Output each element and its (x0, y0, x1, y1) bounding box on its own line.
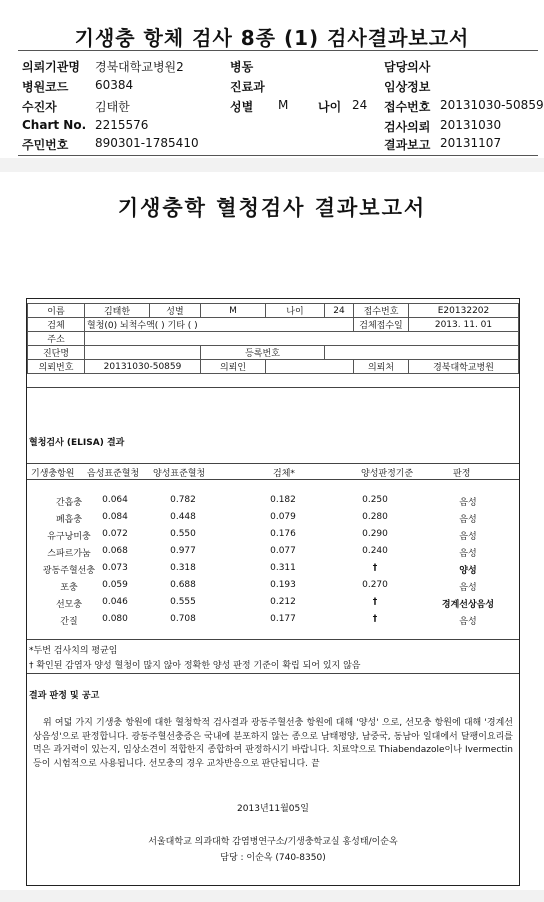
row-name: 폐흡충 (55, 515, 83, 525)
elisa-section-title: 혈청검사 (ELISA) 결과 (29, 438, 125, 448)
row-neg: 0.084 (102, 512, 128, 522)
row-cutoff: † (372, 563, 378, 573)
diagnosis-label: 진단명 (28, 346, 85, 360)
patient-info-table (27, 303, 519, 374)
row-sample: 0.177 (270, 614, 296, 624)
diagnosis-value (85, 346, 201, 360)
page-bottom-strip (0, 890, 544, 902)
age-value-cell: 24 (325, 304, 354, 318)
hospital-code-label: 병원코드 (22, 80, 69, 94)
row-name: 간흡충 (55, 498, 83, 508)
requester-value (266, 360, 354, 374)
col-antigen: 기생충항원 (31, 469, 75, 479)
requester-no-label: 의뢰번호 (28, 360, 85, 374)
patient-value: 김태한 (95, 100, 130, 114)
results-bottom-rule (27, 639, 519, 640)
row-pos: 0.555 (170, 597, 196, 607)
name-value: 김태한 (85, 304, 150, 318)
row-name: 유구낭미충 (47, 532, 91, 542)
row-sample: 0.176 (270, 529, 296, 539)
row-result: 음성 (459, 549, 477, 559)
row-cutoff: 0.250 (362, 495, 388, 505)
row-sample: 0.212 (270, 597, 296, 607)
row-pos: 0.782 (170, 495, 196, 505)
conclusion-text: 위 여덟 가지 기생충 항원에 대한 혈청학적 검사결과 광동주혈선충 항원에 대해 '양성' 으로, 선모충 항원에 대해 '경계선상음성'으로 판정합니다. 광동주혈선충증은 국내에 분포하지 않는 종으로 남태평양, 남중국, 동남아 일대에서 달팽이요리를 먹은 과거력이 있는지, 임상소견이 적합한지 종합하여 판정하시기 바랍니다. 치료약으로 Thiabendazole이나 Ivermectin 등이 시험적으로 사용됩니다. 선모충의 경우 교차반응으로 판단됩니다. 끝 (33, 718, 513, 769)
row-name: 광동주혈선충 (42, 566, 96, 576)
report-form (26, 298, 520, 886)
age-label: 나이 (318, 100, 342, 114)
age-label-cell: 나이 (266, 304, 325, 318)
registration-value (325, 346, 519, 360)
row-cutoff: † (372, 614, 378, 624)
specimen-label: 검체 (28, 318, 85, 332)
col-sample: 검체* (273, 469, 295, 479)
col-neg-std: 음성표준혈청 (87, 469, 140, 479)
report-date: 2013년11월05일 (237, 804, 309, 814)
row-neg: 0.068 (102, 546, 128, 556)
row-sample: 0.311 (270, 563, 296, 573)
notes-bottom-rule (27, 673, 519, 674)
resident-no-value: 890301-1785410 (95, 136, 199, 150)
institution-label: 의뢰기관명 (22, 60, 80, 74)
signature-line: 서울대학교 의과대학 감염병연구소/기생충학교실 홍성태/이순옥 (148, 837, 398, 847)
hospital-code-value: 60384 (95, 78, 134, 92)
col-cutoff: 양성판정기준 (361, 469, 414, 479)
specimen-value: 혈청(0) 뇌척수액( ) 기타 ( ) (85, 318, 354, 332)
row-name: 스파르가눔 (47, 549, 91, 559)
row-pos: 0.977 (170, 546, 196, 556)
request-date-label: 검사의뢰 (384, 120, 431, 134)
receipt-no-label: 접수번호 (384, 100, 431, 114)
row-neg: 0.046 (102, 597, 128, 607)
row-result: 음성 (459, 498, 477, 508)
institution-value-cell: 경북대학교병원 (409, 360, 519, 374)
header-bottom-rule (18, 155, 538, 156)
row-sample: 0.182 (270, 495, 296, 505)
row-result: 음성 (459, 617, 477, 627)
row-result: 양성 (459, 566, 477, 576)
receipt-label-cell: 접수번호 (354, 304, 409, 318)
row-neg: 0.073 (102, 563, 128, 573)
sex-label-cell: 성별 (150, 304, 201, 318)
report-date-value: 20131107 (440, 136, 502, 150)
receipt-no-value: 20131030-50859 (440, 98, 544, 112)
row-cutoff: 0.280 (362, 512, 388, 522)
row-result: 음성 (459, 583, 477, 593)
row-pos: 0.318 (170, 563, 196, 573)
row-name: 간질 (60, 617, 78, 627)
row-neg: 0.059 (102, 580, 128, 590)
row-cutoff: 0.270 (362, 580, 388, 590)
row-result: 음성 (459, 515, 477, 525)
row-sample: 0.077 (270, 546, 296, 556)
info-bottom-rule (27, 387, 519, 388)
row-neg: 0.080 (102, 614, 128, 624)
report-date-label: 결과보고 (384, 138, 431, 152)
age-value: 24 (352, 98, 368, 112)
results-header-bottom-rule (27, 479, 519, 480)
name-label: 이름 (28, 304, 85, 318)
contact-line: 담당 : 이순옥 (740-8350) (220, 853, 326, 863)
header-top-rule (18, 50, 538, 51)
requester-label: 의뢰인 (201, 360, 266, 374)
col-pos-std: 양성표준혈청 (153, 469, 206, 479)
institution-value: 경북대학교병원2 (95, 60, 184, 74)
sex-value-cell: M (201, 304, 266, 318)
conclusion-title: 결과 판정 및 공고 (29, 691, 100, 701)
row-neg: 0.072 (102, 529, 128, 539)
results-header-top-rule (27, 463, 519, 464)
row-pos: 0.708 (170, 614, 196, 624)
row-pos: 0.550 (170, 529, 196, 539)
page-separator (0, 158, 544, 172)
sex-label: 성별 (230, 100, 254, 114)
col-result: 판정 (453, 469, 471, 479)
row-result: 음성 (459, 532, 477, 542)
row-sample: 0.079 (270, 512, 296, 522)
registration-label: 등록번호 (201, 346, 325, 360)
doctor-label: 담당의사 (384, 60, 431, 74)
institution-label-cell: 의뢰처 (354, 360, 409, 374)
row-cutoff: 0.290 (362, 529, 388, 539)
row-name: 포충 (60, 583, 78, 593)
address-label: 주소 (28, 332, 85, 346)
chart-no-value: 2215576 (95, 118, 149, 132)
report-title: 기생충학 혈청검사 결과보고서 (117, 195, 427, 220)
sex-value: M (278, 98, 289, 112)
note-average: *두번 검사치의 평균임 (29, 646, 118, 656)
request-date-value: 20131030 (440, 118, 502, 132)
ward-label: 병동 (230, 60, 254, 74)
row-cutoff: 0.240 (362, 546, 388, 556)
clinical-info-label: 임상정보 (384, 80, 431, 94)
row-pos: 0.448 (170, 512, 196, 522)
row-pos: 0.688 (170, 580, 196, 590)
chart-no-label: Chart No. (22, 118, 87, 132)
row-sample: 0.193 (270, 580, 296, 590)
resident-no-label: 주민번호 (22, 138, 69, 152)
receipt-value-cell: E20132202 (409, 304, 519, 318)
specimen-date-label: 검체접수일 (354, 318, 409, 332)
row-name: 선모충 (55, 600, 83, 610)
patient-label: 수진자 (22, 100, 57, 114)
dept-label: 진료과 (230, 80, 265, 94)
row-neg: 0.064 (102, 495, 128, 505)
note-dagger: † 확인된 감염자 양성 혈청이 많지 않아 정확한 양성 판정 기준이 확립 되어 있지 않음 (29, 661, 361, 671)
specimen-date-value: 2013. 11. 01 (409, 318, 519, 332)
row-result: 경계선상음성 (441, 600, 495, 610)
page-title: 기생충 항체 검사 8종 (1) 검사결과보고서 (74, 26, 470, 50)
address-value (85, 332, 519, 346)
row-cutoff: † (372, 597, 378, 607)
requester-no-value: 20131030-50859 (85, 360, 201, 374)
